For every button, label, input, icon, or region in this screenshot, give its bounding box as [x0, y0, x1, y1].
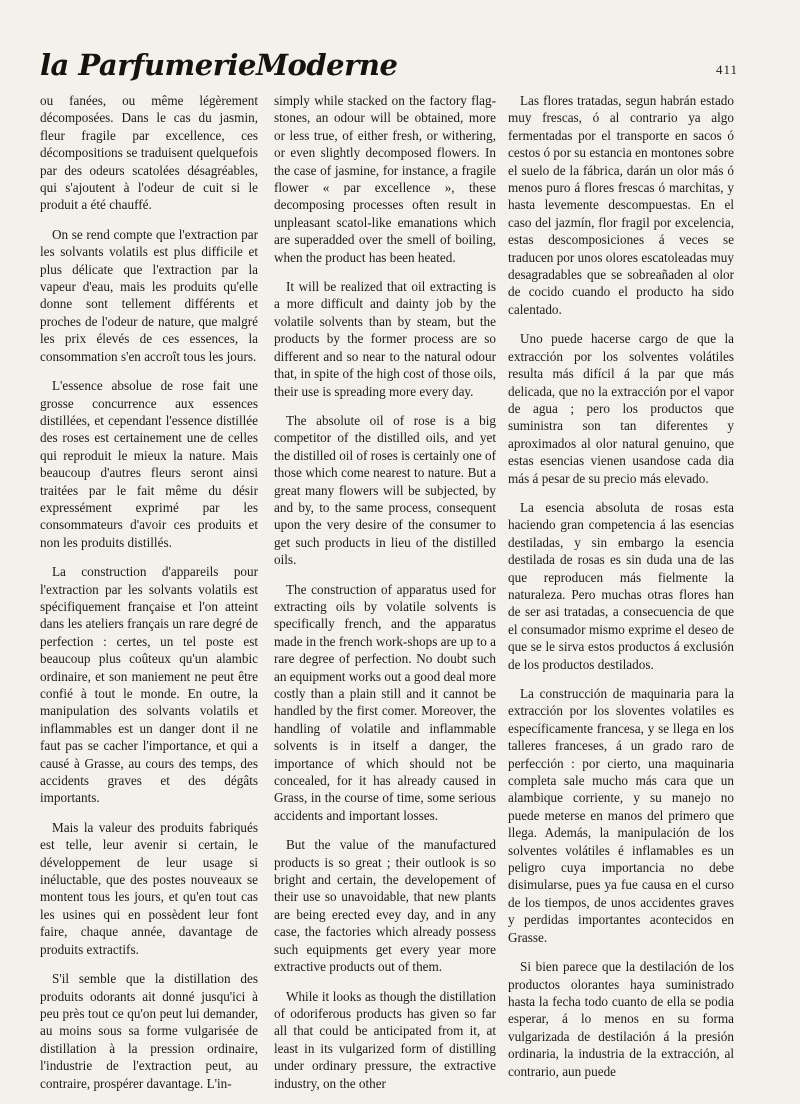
paragraph: While it looks as though the distillation of odoriferous products has given so far all that could be anticipated from it, at least in its vulgarized form of distilling under ordinary pressure, the extractive industry, on the other: [274, 988, 496, 1091]
paragraph: La construcción de maquinaria para la extracción por los sloventes volatiles es específicamente francesa, y se llega en los talleres franceses, á un grado raro de perfección : por cierto, una maquinaria completa sale mucho más cara que un alambique corriente, y su manejo no puede meterse en manos del primero que llega. Además, la manipulación de los solventes volátiles é inflamables es un peligro cuya importancia no debe disimularse, pues ya fue causa en el curso de los tiempos, de unos accidentes graves y perdidas importantes acontecidos en Grasse.: [508, 686, 734, 945]
page-number: 411: [715, 62, 738, 77]
spanish-column: [508, 92, 734, 1092]
paragraph: L'essence absolue de rose fait une grosse concurrence aux essences distillées, et cependant l'essence distillée des roses est certainement une de celles qui reproduit le mieux la nature. Mais beaucoup d'autres fleurs seront ainsi traitées par le fait même du désir expressément exprimé par les consommateurs d'avoir ces produits et non les produits distillés.: [40, 378, 258, 550]
paragraph: On se rend compte que l'extraction par les solvants volatils est plus difficile et plus délicate que l'extraction par la vapeur d'eau, mais les produits qu'elle donne sont tellement différents et proches de l'odeur de nature, que malgré les prix élevés de ces essences, la consommation s'en accroît tous les jours.: [40, 226, 258, 364]
paragraph: The absolute oil of rose is a big competitor of the distilled oils, and yet the distilled oil of roses is certainly one of those which come nearest to nature. But a great many flowers will be subjected, by and by, to the same process, consequent upon the very desire of the consumer to get such products in lieu of the distilled oils.: [274, 412, 496, 568]
paragraph: Las flores tratadas, segun habrán estado muy frescas, ó al contrario ya algo fermentadas por el transporte en sacos ó cestos ó por su estancia en montones sobre el suelo de la fábrica, darán un olor más ó menos puro á flores frescas ó marchitas, y hasta levemente descompuestas. En el caso del jazmín, flor fragil por excelencia, estas descomposiciones á veces se traducen por unos olores escatoleadas muy desagradables que se sobreañaden al olor de cocido cuando el producto ha sido calentado.: [508, 93, 734, 317]
french-column: [40, 92, 258, 1104]
paragraph: The construction of apparatus used for extracting oils by volatile solvents is specifically french, and the apparatus made in the french work-shops are up to a rare degree of perfection. No doubt such an equipment works out a good deal more costly than a plain still and it cannot be handled by the first comer. Moreover, the handling of volatile and inflammable solvents is in itself a danger, the importance of which should not be concealed, for it has already caused in Grass, in the course of time, some serious accidents and important losses.: [274, 581, 496, 823]
paragraph: ou fanées, ou même légèrement décomposées. Dans le cas du jasmin, fleur fragile par excellence, ces décompositions se traduisent quelquefois par des odeurs scatolées désagréables, qui s'ajoutent à l'odeur de cuit si le produit a été chauffé.: [40, 93, 258, 213]
paragraph: But the value of the manufactured products is so great ; their outlook is so bright and certain, the developement of their use so unavoidable, that new plants are being erected evey day, and in any case, the factories which already possess such equipments get every year more extractive products out of them.: [274, 837, 496, 975]
masthead-logo: la ParfumerieModerne: [40, 48, 398, 82]
paragraph: La construction d'appareils pour l'extraction par les solvants volatils est spécifiquement française et l'on atteint dans les ateliers français un rare degré de perfection : certes, un tel poste est beaucoup plus coûteux qu'un alambic ordinaire, et son maniement ne peut être confié à tout le monde. En outre, la manipulation des solvants volatils et inflammables est un danger dont il ne faut pas se cacher l'importance, et qui a causé à Grasse, au cours des temps, des accidents graves et des dégâts importants.: [40, 564, 258, 806]
paragraph: It will be realized that oil extracting is a more difficult and dainty job by the volatile solvents than by steam, but the products by the former process are so different and so near to the natural odour that, in spite of the high cost of those oils, their use is spreading more every day.: [274, 279, 496, 399]
paragraph: Mais la valeur des produits fabriqués est telle, leur avenir si certain, le développement de leur usage si inéluctable, que des postes nouveaux se montent tous les jours, et qu'en tout cas les usines qui en possèdent leur font faire, chaque année, davantage de produits extractifs.: [40, 819, 258, 957]
english-column: [274, 92, 496, 1104]
paragraph: simply while stacked on the factory flag-stones, an odour will be obtained, more or less true, of either fresh, or withering, or even slightly decomposed flowers. In the case of jasmine, for instance, a fragile flower « par excellence », these decomposing processes often result in unpleasant scatol-like emanations which are superadded over the smell of boiling, when the product has been heated.: [274, 93, 496, 265]
paragraph: Uno puede hacerse cargo de que la extracción por los solventes volátiles resulta más difícil á la par que más delicada, que no la extracción por el vapor de agua ; pero los productos que suministra son tan diferentes y aproximados al olor natural genuino, que estas esencias vienen usandose cada dia más á pesar de su precio más elevado.: [508, 331, 734, 486]
paragraph: La esencia absoluta de rosas esta haciendo gran competencia á las esencias destiladas, y sin embargo la esencia destilada de rosas es sin duda una de las que reproducen más fielmente la naturaleza. Pero muchas otras flores han de ser asi tratadas, a consecuencia de que el consumador mismo exprime el deseo de que se le sirva estos productos á exclusión de los productos destilados.: [508, 499, 734, 672]
paragraph: Si bien parece que la destilación de los productos olorantes haya suministrado hasta la fecha todo cuanto de ella se podia esperar, á lo menos en su forma vulgarizada de destilación á la presión ordinaria, la industria de la extracción, al contrario, aun puede: [508, 959, 734, 1079]
paragraph: S'il semble que la distillation des produits odorants ait donné jusqu'ici à peu près tout ce qu'on peut lui demander, au moins sous sa forme vulgarisée de distillation à la pression ordinaire, l'industrie de l'extraction peut, au contraire, prospérer davantage. L'in-: [40, 971, 258, 1091]
